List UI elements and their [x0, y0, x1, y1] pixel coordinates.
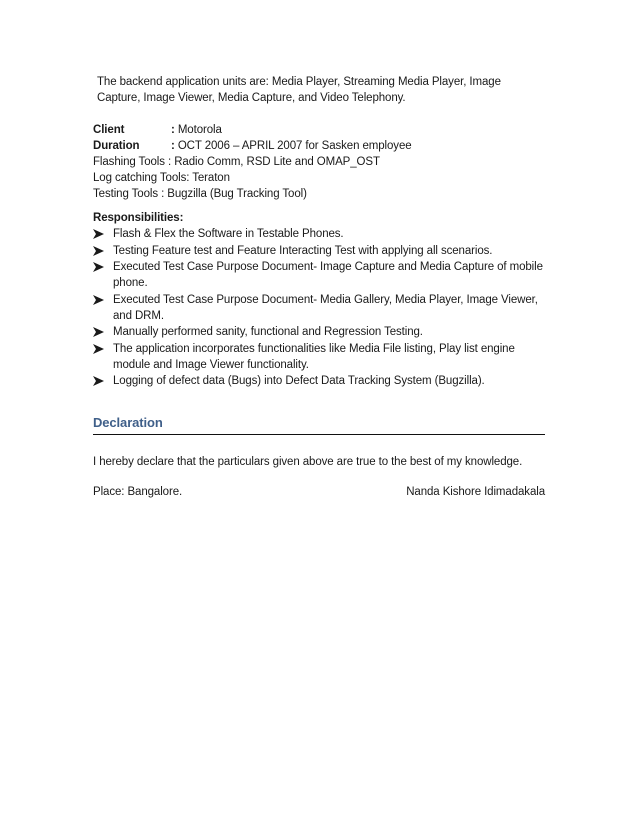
arrowhead-bullet-icon [93, 226, 107, 239]
list-item [93, 341, 545, 373]
project-details [93, 122, 545, 202]
declaration-heading: Declaration [93, 414, 545, 435]
intro-line-1: The backend application units are: Media Player, Streaming Media Player, Image [97, 76, 501, 88]
arrowhead-bullet-icon [93, 373, 107, 386]
testing-tools-row [93, 186, 545, 202]
list-item [93, 373, 545, 389]
arrowhead-bullet-icon [93, 259, 107, 272]
place-text: Place: Bangalore. [93, 486, 183, 498]
list-item-text: Executed Test Case Purpose Document- Image Capture and Media Capture of mobile phone. [113, 261, 543, 289]
list-item-text: Flash & Flex the Software in Testable Phones. [113, 228, 344, 240]
intro-line-2: Capture, Image Viewer, Media Capture, and Video Telephony. [97, 92, 406, 104]
client-label: Client [93, 124, 125, 136]
signature-row [93, 484, 545, 500]
list-item [93, 292, 545, 324]
responsibilities-section [93, 210, 545, 390]
backend-units-paragraph [97, 74, 537, 106]
list-item [93, 243, 545, 259]
flashing-tools-value: : Radio Comm, RSD Lite and OMAP_OST [164, 156, 380, 168]
list-item [93, 324, 545, 340]
list-item-text: Executed Test Case Purpose Document- Media Gallery, Media Player, Image Viewer, and DRM. [113, 293, 538, 322]
duration-value: OCT 2006 – APRIL 2007 for Sasken employee [174, 140, 412, 152]
client-separator: : [171, 124, 175, 136]
list-item [93, 259, 545, 291]
duration-label: Duration [93, 140, 140, 152]
arrowhead-bullet-icon [93, 324, 107, 337]
log-tools-value: : Teraton [186, 172, 230, 184]
testing-tools-label: Testing Tools [93, 188, 158, 200]
declaration-text: I hereby declare that the particulars given above are true to the best of my knowledge. [93, 456, 523, 468]
flashing-tools-row [93, 154, 545, 170]
client-row [93, 122, 545, 138]
list-item-text: Manually performed sanity, functional and Regression Testing. [113, 326, 423, 338]
log-tools-row [93, 170, 545, 186]
log-tools-label: Log catching Tools [93, 172, 187, 184]
client-value: Motorola [174, 124, 222, 136]
arrowhead-bullet-icon [93, 341, 107, 354]
flashing-tools-label: Flashing Tools [93, 156, 165, 168]
signer-name: Nanda Kishore Idimadakala [406, 486, 545, 498]
arrowhead-bullet-icon [93, 292, 107, 305]
duration-row [93, 138, 545, 154]
list-item [93, 226, 545, 242]
responsibilities-list [93, 226, 545, 389]
list-item-text: The application incorporates functionalities like Media File listing, Play list engine module and Image Viewer functionality. [113, 342, 515, 371]
testing-tools-value: : Bugzilla (Bug Tracking Tool) [157, 188, 307, 200]
list-item-text: Testing Feature test and Feature Interacting Test with applying all scenarios. [113, 244, 493, 257]
list-item-text: Logging of defect data (Bugs) into Defect Data Tracking System (Bugzilla). [113, 375, 485, 387]
responsibilities-title: Responsibilities: [93, 212, 184, 224]
arrowhead-bullet-icon [93, 243, 107, 256]
duration-separator: : [171, 140, 175, 152]
